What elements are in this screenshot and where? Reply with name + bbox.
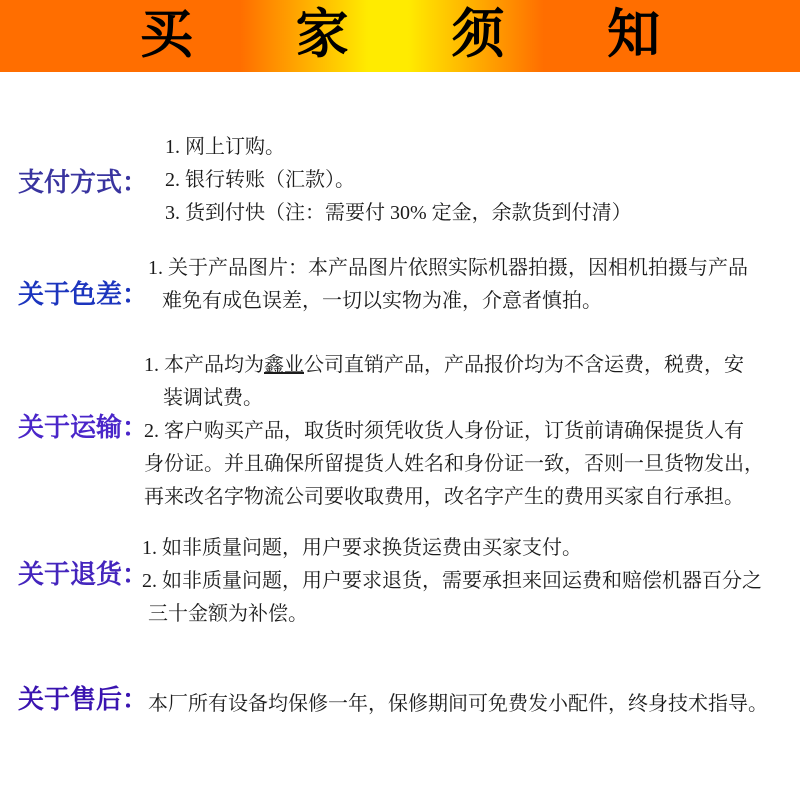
brand-name-underlined: 鑫业 [264, 354, 304, 376]
section-after-sales-heading: 关于售后： [18, 684, 149, 714]
section-color-difference-heading: 关于色差： [18, 279, 149, 309]
section-color-difference [0, 252, 800, 318]
title-banner [0, 0, 800, 72]
page-title: 买 家 须 知 [139, 4, 705, 64]
section-returns-content [142, 532, 800, 631]
notice-line: 三十金额为补偿。 [148, 603, 308, 625]
section-after-sales [0, 684, 800, 721]
section-shipping-content [144, 349, 800, 514]
notice-line: 再来改名字物流公司要收取费用，改名字产生的费用买家自行承担。 [144, 486, 744, 508]
section-payment [0, 131, 800, 230]
notice-line: 1. 网上订购。 [165, 136, 285, 158]
notice-line: 装调试费。 [163, 387, 263, 409]
notice-line: 2. 客户购买产品，取货时须凭收货人身份证，订货前请确保提货人有 [144, 420, 744, 442]
section-payment-content [165, 131, 800, 230]
line-suffix: 公司直销产品，产品报价均为不含运费，税费，安 [304, 354, 744, 376]
notice-line: 身份证。并且确保所留提货人姓名和身份证一致，否则一旦货物发出， [144, 453, 764, 475]
section-returns-heading: 关于退货： [18, 559, 149, 589]
notice-line: 2. 银行转账（汇款）。 [165, 169, 355, 191]
notice-line: 难免有成色误差，一切以实物为准，介意者慎拍。 [162, 290, 602, 312]
section-color-difference-content [148, 252, 800, 318]
notice-line: 本厂所有设备均保修一年，保修期间可免费发小配件，终身技术指导。 [148, 693, 768, 715]
section-after-sales-content [148, 688, 800, 721]
notice-line: 1. 如非质量问题，用户要求换货运费由买家支付。 [142, 537, 582, 559]
section-shipping [0, 349, 800, 514]
section-returns [0, 532, 800, 631]
section-shipping-heading: 关于运输： [18, 412, 149, 442]
line-prefix: 1. 本产品均为 [144, 354, 264, 376]
notice-line [144, 349, 800, 382]
section-payment-heading: 支付方式： [18, 167, 149, 197]
notice-line: 3. 货到付快（注：需要付 30% 定金，余款货到付清） [165, 202, 632, 224]
notice-line: 1. 关于产品图片：本产品图片依照实际机器拍摄，因相机拍摄与产品 [148, 257, 748, 279]
notice-line: 2. 如非质量问题，用户要求退货，需要承担来回运费和赔偿机器百分之 [142, 570, 762, 592]
